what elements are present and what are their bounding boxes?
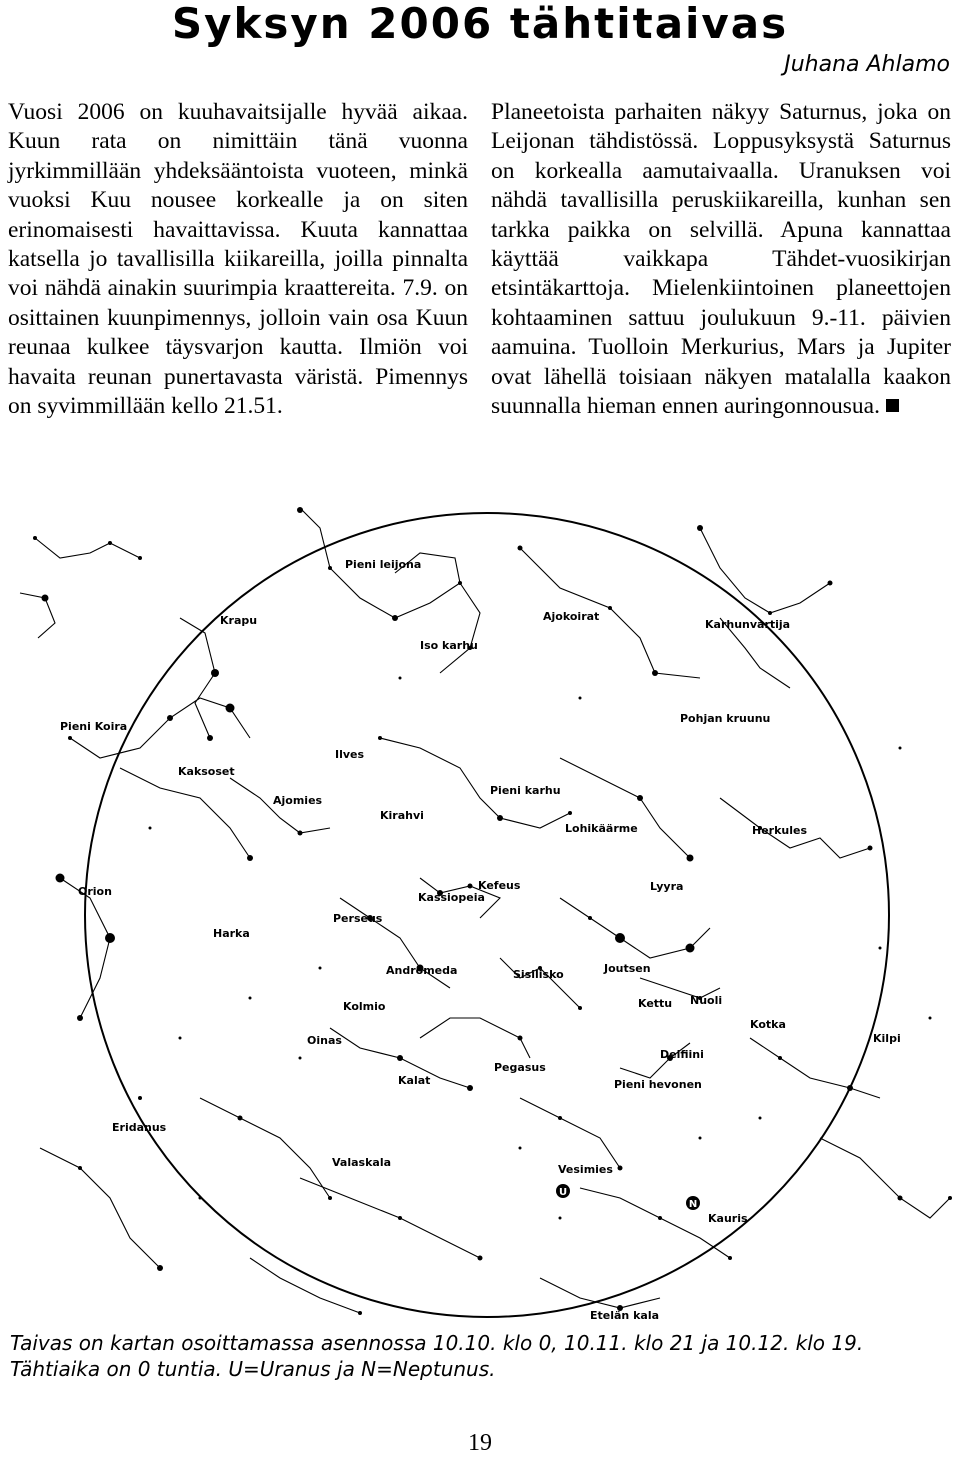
star-map xyxy=(0,498,960,1328)
stars xyxy=(33,507,952,1315)
label-pieni-hevonen: Pieni hevonen xyxy=(614,1078,702,1091)
label-pohjan-kruunu: Pohjan kruunu xyxy=(680,712,771,725)
label-lyyra: Lyyra xyxy=(650,880,684,893)
author-name: Juhana Ahlamo xyxy=(784,52,950,77)
label-kassiopeia: Kassiopeia xyxy=(418,891,485,904)
label-karhunvartija: Karhunvartija xyxy=(705,618,791,631)
label-krapu: Krapu xyxy=(220,614,258,627)
label-perseus: Perseus xyxy=(333,912,383,925)
svg-text:U: U xyxy=(558,1187,568,1198)
map-caption xyxy=(10,1330,950,1382)
constellation-lines xyxy=(20,508,950,1313)
label-ajokoirat: Ajokoirat xyxy=(543,610,600,623)
constellation-labels xyxy=(60,558,901,1322)
svg-text:N: N xyxy=(688,1199,698,1210)
label-pieni-koira: Pieni Koira xyxy=(60,720,128,733)
label-eridanus: Eridanus xyxy=(112,1121,167,1134)
label-joutsen: Joutsen xyxy=(604,962,651,975)
page-title: Syksyn 2006 tähtitaivas xyxy=(171,0,789,48)
label-ilves: Ilves xyxy=(335,748,365,761)
label-kolmio: Kolmio xyxy=(343,1000,386,1013)
caption-line-2: Tähtiaika on 0 tuntia. U=Uranus ja N=Neptunus. xyxy=(10,1357,496,1381)
label-herkules: Herkules xyxy=(752,824,808,837)
label-kefeus: Kefeus xyxy=(478,879,521,892)
label-kirahvi: Kirahvi xyxy=(380,809,424,822)
label-kotka: Kotka xyxy=(750,1018,786,1031)
label-pieni-leijona: Pieni leijona xyxy=(345,558,422,571)
label-delfiini: Delfiini xyxy=(660,1048,704,1061)
label-pegasus: Pegasus xyxy=(494,1061,546,1074)
end-mark xyxy=(886,399,899,412)
label-kaksoset: Kaksoset xyxy=(178,765,235,778)
label-harka: Harka xyxy=(213,927,250,940)
label-etelan-kala: Etelän kala xyxy=(590,1309,660,1322)
label-ajomies: Ajomies xyxy=(273,794,323,807)
label-valaskala: Valaskala xyxy=(332,1156,392,1169)
label-sisilisko: Sisilisko xyxy=(513,968,564,981)
label-pieni-karhu: Pieni karhu xyxy=(490,784,561,797)
label-kilpi: Kilpi xyxy=(873,1032,901,1045)
label-orion: Orion xyxy=(78,885,112,898)
label-andromeda: Andromeda xyxy=(386,964,458,977)
page-number: 19 xyxy=(468,1430,492,1456)
article-right-column xyxy=(491,98,951,421)
label-kalat: Kalat xyxy=(398,1074,431,1087)
label-lohikaarme: Lohikäärme xyxy=(565,822,638,835)
caption-line-1: Taivas on kartan osoittamassa asennossa 10.10. klo 0, 10.11. klo 21 ja 10.12. klo 19. xyxy=(10,1331,864,1355)
neptune-marker xyxy=(686,1196,700,1210)
label-iso-karhu: Iso karhu xyxy=(420,639,478,652)
right-column-text: Planeetoista parhaiten näkyy Saturnus, joka on Leijonan tähdistössä. Loppusyksystä Saturnus on korkealla aamutaivaalla. Uranuksen voi nähdä tavallisilla peruskiikareilla, kunhan sen tarkka paikka on selvillä. Apuna kannattaa käyttää vaikkapa Tähdet-vuosikirjan etsintäkarttoja. Mielenkiintoinen planeettojen kohtaaminen sattuu joulukuun 9.-11. päivien aamuina. Tuolloin Merkurius, Mars ja Jupiter ovat lähellä toisiaan näkyen matalalla kaakon suunnalla hieman ennen auringonnousua. xyxy=(491,99,951,420)
label-kettu: Kettu xyxy=(638,997,673,1010)
label-vesimies: Vesimies xyxy=(558,1163,613,1176)
article-left-column: Vuosi 2006 on kuuhavaitsijalle hyvää aikaa. Kuun rata on nimittäin tänä vuonna jyrkimmillään yhdeksääntoista vuoteen, minkä vuoksi Kuu nousee korkealle ja on siten erinomaisesti havaittavissa. Kuuta kannattaa katsella jo tavallisilla kiikareilla, joilla pinnalta voi nähdä ainakin suurimpia kraattereita. 7.9. on osittainen kuunpimennys, jolloin vain osa Kuun reunaa kulkee täysvarjon kautta. Ilmiön voi havaita reunan punertavasta väristä. Pimennys on syvimmillään kello 21.51. xyxy=(8,99,468,420)
uranus-marker xyxy=(556,1184,570,1198)
label-kauris: Kauris xyxy=(708,1212,748,1225)
label-oinas: Oinas xyxy=(307,1034,342,1047)
label-nuoli: Nuoli xyxy=(690,994,723,1007)
